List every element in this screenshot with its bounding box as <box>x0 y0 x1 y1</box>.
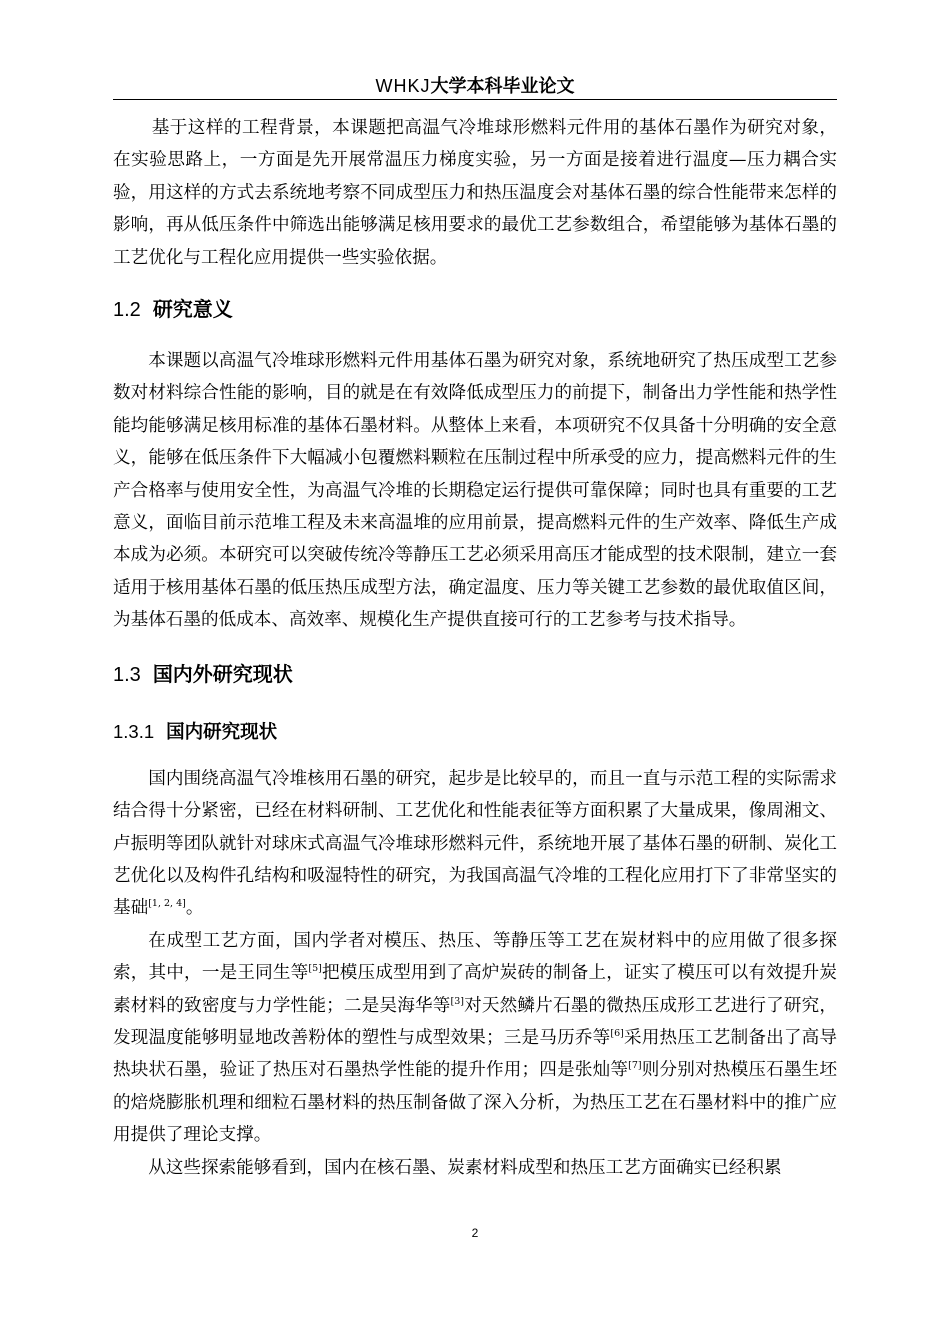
citation: [7] <box>628 1060 642 1072</box>
section-number: 1.3 <box>113 663 141 686</box>
section-heading-1-3 <box>113 659 837 690</box>
paragraph-significance: 本课题以高温气冷堆球形燃料元件用基体石墨为研究对象，系统地研究了热压成型工艺参数对材料综合性能的影响，目的就是在有效降低成型压力的前提下，制备出力学性能和热学性能均能够满足核用标准的基体石墨材料。从整体上来看，本项研究不仅具备十分明确的安全意义，能够在低压条件下大幅减小包覆燃料颗粒在压制过程中所承受的应力，提高燃料元件的生产合格率与使用安全性，为高温气冷堆的长期稳定运行提供可靠保障；同时也具有重要的工艺意义，面临目前示范堆工程及未来高温堆的应用前景，提高燃料元件的生产效率、降低生产成本成为必须。本研究可以突破传统冷等静压工艺必须采用高压才能成型的技术限制，建立一套适用于核用基体石墨的低压热压成型方法，确定温度、压力等关键工艺参数的最优取值区间，为基体石墨的低成本、高效率、规模化生产提供直接可行的工艺参考与技术指导。 <box>113 351 837 631</box>
citation: [3] <box>450 995 464 1007</box>
page-body <box>113 112 837 1184</box>
header-rule <box>113 99 837 100</box>
paragraph-background: 基于这样的工程背景，本课题把高温气冷堆球形燃料元件用的基体石墨作为研究对象，在实验思路上，一方面是先开展常温压力梯度实验，另一方面是接着进行温度—压力耦合实验，用这样的方式去系统地考察不同成型压力和热压温度会对基体石墨的综合性能带来怎样的影响，再从低压条件中筛选出能够满足核用要求的最优工艺参数组合，希望能够为基体石墨的工艺优化与工程化应用提供一些实验依据。 <box>113 118 837 268</box>
running-header <box>113 74 837 98</box>
section-title: 研究意义 <box>152 297 233 322</box>
paragraph-summary: 从这些探索能够看到，国内在核石墨、炭素材料成型和热压工艺方面确实已经积累 <box>148 1157 782 1178</box>
subsection-title: 国内研究现状 <box>166 721 278 743</box>
citation: [1, 2, 4] <box>148 898 186 910</box>
citation: [5] <box>308 963 322 975</box>
subsection-number: 1.3.1 <box>113 720 155 742</box>
paragraph-domestic-research: 国内围绕高温气冷堆核用石墨的研究，起步是比较早的，而且一直与示范工程的实际需求结合得十分紧密，已经在材料研制、工艺优化和性能表征等方面积累了大量成果，像周湘文、卢振明等团队就针对球床式高温气冷堆球形燃料元件，系统地开展了基体石墨的研制、炭化工艺优化以及构件孔结构和吸湿特性的研究，为我国高温气冷堆的工程化应用打下了非常坚实的基础[1, 2, 4]。 <box>113 768 837 919</box>
page-number: 2 <box>471 1226 479 1240</box>
citation: [6] <box>610 1027 624 1039</box>
header-title: 大学本科毕业论文 <box>430 76 575 97</box>
section-heading-1-2 <box>113 294 837 325</box>
section-title: 国内外研究现状 <box>152 661 293 686</box>
paragraph-forming-process: 在成型工艺方面，国内学者对模压、热压、等静压等工艺在炭材料中的应用做了很多探索，其中，一是王同生等[5]把模压成型用到了高炉炭砖的制备上，证实了模压可以有效提升炭素材料的致密度与力学性能；二是吴海华等[3]对天然鳞片石墨的微热压成形工艺进行了研究，发现温度能够明显地改善粉体的塑性与成型效果；三是马历乔等[6]采用热压工艺制备出了高导热块状石墨，验证了热压对石墨热学性能的提升作用；四是张灿等[7]则分别对热模压石墨生坯的焙烧膨胀机理和细粒石墨材料的热压制备做了深入分析，为热压工艺在石墨材料中的推广应用提供了理论支撑。 <box>113 930 837 1146</box>
section-number: 1.2 <box>113 299 141 322</box>
subsection-heading-1-3-1 <box>113 718 837 747</box>
header-latin: WHKJ <box>375 76 431 96</box>
